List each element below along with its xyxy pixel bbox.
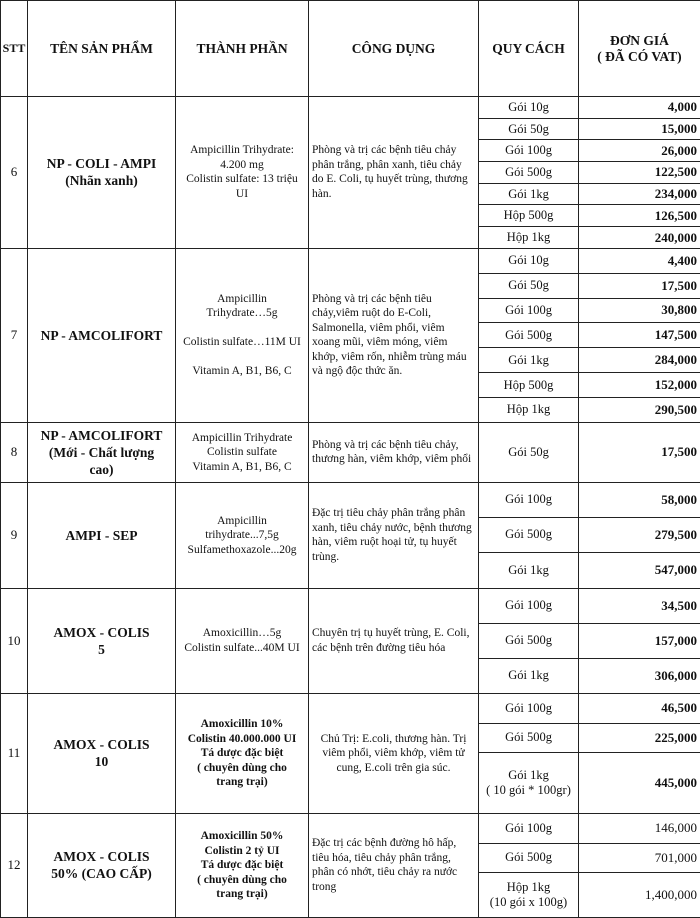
product-name: AMOX - COLIS 50% (CAO CẤP) — [28, 813, 176, 917]
package-price: 290,500 — [579, 397, 700, 422]
package-price: 701,000 — [579, 843, 700, 872]
package-spec: Gói 500g — [479, 162, 579, 184]
product-usage: Phòng và trị các bệnh tiêu chảy, thương hàn, viêm khớp, viêm phổi — [309, 422, 479, 482]
package-price: 58,000 — [579, 482, 700, 517]
package-spec: Gói 1kg — [479, 552, 579, 588]
package-spec: Gói 1kg — [479, 348, 579, 373]
package-spec: Gói 100g — [479, 813, 579, 843]
package-spec: Hộp 1kg — [479, 227, 579, 249]
product-composition: Amoxicillin 50% Colistin 2 tỷ UI Tá dược đặc biệt ( chuyên dùng cho trang trại) — [176, 813, 309, 917]
product-usage: Đặc trị các bệnh đường hô hấp, tiêu hóa, tiêu chảy phân trắng, phân có nhớt, tiêu chảy ra nước trong — [309, 813, 479, 917]
product-composition: Amoxicillin 10% Colistin 40.000.000 UI Tá dược đặc biệt ( chuyên dùng cho trang trại) — [176, 693, 309, 813]
product-usage: Chủ Trị: E.coli, thương hàn. Trị viêm phổi, viêm khớp, viêm tử cung, E.coli trên gia súc. — [309, 693, 479, 813]
header-product-name: TÊN SẢN PHẨM — [28, 1, 176, 97]
product-composition: Ampicillin Trihydrate Colistin sulfate Vitamin A, B1, B6, C — [176, 422, 309, 482]
package-price: 122,500 — [579, 162, 700, 184]
product-name: AMPI - SEP — [28, 482, 176, 588]
package-spec: Gói 500g — [479, 517, 579, 552]
product-name: AMOX - COLIS 10 — [28, 693, 176, 813]
package-price: 34,500 — [579, 588, 700, 623]
table-row — [1, 482, 700, 517]
package-spec: Hộp 500g — [479, 373, 579, 398]
package-price: 1,400,000 — [579, 872, 700, 917]
package-price: 547,000 — [579, 552, 700, 588]
header-price: ĐƠN GIÁ ( ĐÃ CÓ VAT) — [579, 1, 700, 97]
table-row — [1, 248, 700, 273]
product-composition: Ampicillin trihydrate...7,5g Sulfamethoxazole...20g — [176, 482, 309, 588]
package-spec: Gói 500g — [479, 723, 579, 752]
package-spec: Hộp 1kg — [479, 397, 579, 422]
product-composition: Ampicillin Trihydrate…5g Colistin sulfate…11M UI Vitamin A, B1, B6, C — [176, 248, 309, 422]
table-row — [1, 813, 700, 843]
table-body — [1, 97, 700, 918]
package-spec: Gói 500g — [479, 323, 579, 348]
package-price: 147,500 — [579, 323, 700, 348]
package-price: 157,000 — [579, 623, 700, 658]
table-row — [1, 422, 700, 482]
header-row — [1, 1, 700, 97]
package-price: 306,000 — [579, 658, 700, 693]
package-price: 126,500 — [579, 205, 700, 227]
header-spec: QUY CÁCH — [479, 1, 579, 97]
package-spec: Gói 10g — [479, 248, 579, 273]
product-composition: Amoxicillin…5g Colistin sulfate...40M UI — [176, 588, 309, 693]
package-spec: Hộp 500g — [479, 205, 579, 227]
package-price: 17,500 — [579, 422, 700, 482]
package-spec: Gói 1kg — [479, 183, 579, 205]
package-spec: Gói 50g — [479, 422, 579, 482]
package-price: 234,000 — [579, 183, 700, 205]
package-price: 15,000 — [579, 118, 700, 140]
product-usage: Phòng và trị các bệnh tiêu chảy,viêm ruột do E-Coli, Salmonella, viêm phổi, viêm xoang mũi, viêm móng, viêm khớp, viêm rốn, nhiễm trùng máu và ngộ độc thức ăn. — [309, 248, 479, 422]
package-spec: Gói 100g — [479, 298, 579, 323]
package-spec: Gói 100g — [479, 482, 579, 517]
product-name: NP - AMCOLIFORT — [28, 248, 176, 422]
table-row — [1, 693, 700, 723]
package-spec: Gói 100g — [479, 588, 579, 623]
product-stt: 11 — [1, 693, 28, 813]
package-price: 284,000 — [579, 348, 700, 373]
package-spec: Gói 50g — [479, 118, 579, 140]
product-stt: 12 — [1, 813, 28, 917]
product-usage: Đặc trị tiêu chảy phân trắng phân xanh, tiêu chảy nước, bệnh thương hàn, viêm ruột hoại tử, tụ huyết trùng. — [309, 482, 479, 588]
package-spec: Gói 50g — [479, 273, 579, 298]
product-stt: 8 — [1, 422, 28, 482]
header-composition: THÀNH PHẦN — [176, 1, 309, 97]
package-price: 445,000 — [579, 752, 700, 813]
package-price: 26,000 — [579, 140, 700, 162]
product-name: AMOX - COLIS 5 — [28, 588, 176, 693]
package-price: 30,800 — [579, 298, 700, 323]
package-price: 4,400 — [579, 248, 700, 273]
product-stt: 7 — [1, 248, 28, 422]
product-composition: Ampicillin Trihydrate: 4.200 mg Colistin sulfate: 13 triệu UI — [176, 97, 309, 249]
package-spec: Gói 1kg ( 10 gói * 100gr) — [479, 752, 579, 813]
product-usage: Chuyên trị tụ huyết trùng, E. Coli, các bệnh trên đường tiêu hóa — [309, 588, 479, 693]
product-stt: 9 — [1, 482, 28, 588]
package-spec: Gói 1kg — [479, 658, 579, 693]
package-price: 46,500 — [579, 693, 700, 723]
package-price: 240,000 — [579, 227, 700, 249]
header-usage: CÔNG DỤNG — [309, 1, 479, 97]
product-name: NP - AMCOLIFORT (Mới - Chất lượng cao) — [28, 422, 176, 482]
product-name: NP - COLI - AMPI (Nhãn xanh) — [28, 97, 176, 249]
package-price: 279,500 — [579, 517, 700, 552]
table-row — [1, 97, 700, 119]
package-spec: Gói 500g — [479, 843, 579, 872]
product-stt: 10 — [1, 588, 28, 693]
package-price: 17,500 — [579, 273, 700, 298]
product-stt: 6 — [1, 97, 28, 249]
package-price: 225,000 — [579, 723, 700, 752]
package-price: 146,000 — [579, 813, 700, 843]
package-spec: Gói 100g — [479, 140, 579, 162]
table-row — [1, 588, 700, 623]
header-stt: STT — [1, 1, 28, 97]
package-spec: Hộp 1kg (10 gói x 100g) — [479, 872, 579, 917]
product-usage: Phòng và trị các bệnh tiêu chảy phân trắng, phân xanh, tiêu chảy do E. Coli, tụ huyết trùng, thương hàn. — [309, 97, 479, 249]
package-spec: Gói 10g — [479, 97, 579, 119]
package-spec: Gói 100g — [479, 693, 579, 723]
package-price: 152,000 — [579, 373, 700, 398]
package-spec: Gói 500g — [479, 623, 579, 658]
package-price: 4,000 — [579, 97, 700, 119]
